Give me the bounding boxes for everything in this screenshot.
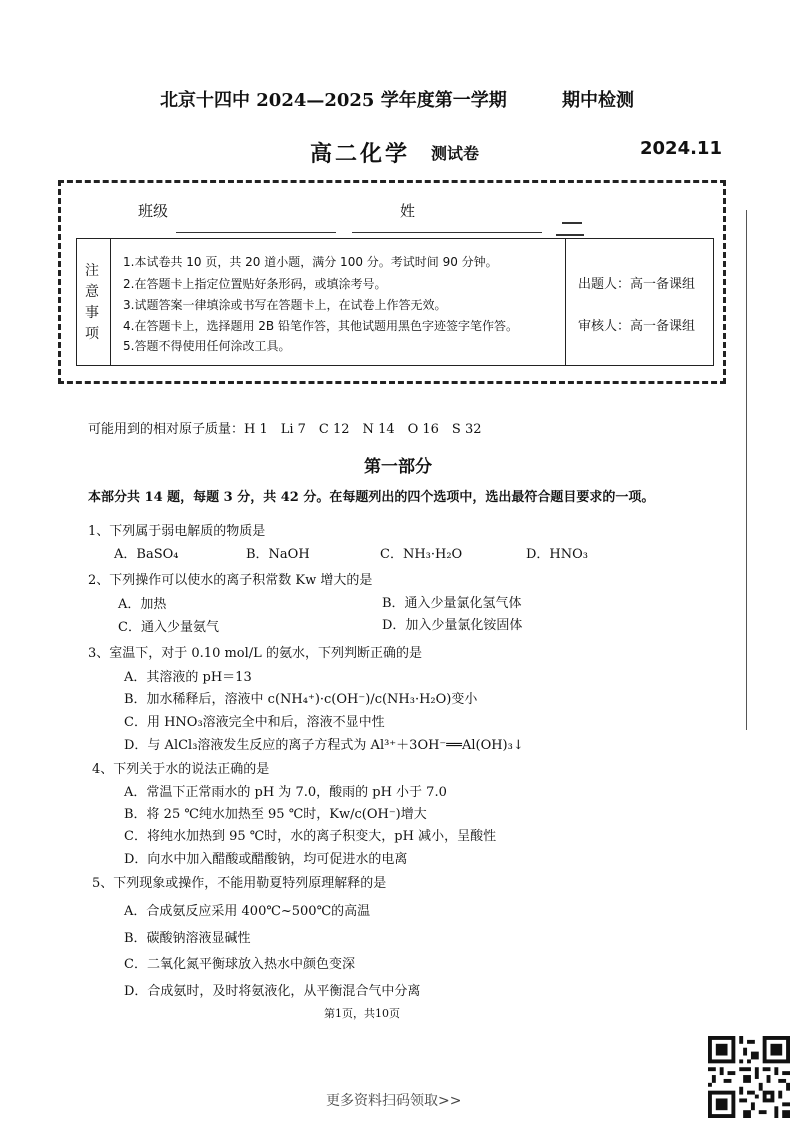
question-2-option-d: D．加入少量氯化铵固体 [382, 618, 523, 633]
notice-line: 5.答题不得使用任何涂改工具。 [123, 339, 291, 353]
exam-type: 期中检测 [562, 90, 634, 111]
part-title: 第一部分 [364, 457, 432, 477]
question-2-stem: 2、下列操作可以使水的离子积常数 Kw 增大的是 [88, 573, 373, 588]
question-1-stem: 1、下列属于弱电解质的物质是 [88, 524, 266, 539]
staff-cell [565, 239, 713, 365]
question-1-option-a: A．BaSO₄ [114, 547, 179, 562]
question-3-option-c: C．用 HNO₃溶液完全中和后，溶液不显中性 [124, 715, 385, 730]
atomic-masses: 可能用到的相对原子质量：H 1 Li 7 C 12 N 14 O 16 S 32 [88, 422, 482, 437]
notice-line: 2.在答题卡上指定位置贴好条形码，或填涂考号。 [123, 277, 387, 291]
exam-date: 2024.11 [640, 138, 722, 159]
name-underline [352, 232, 542, 233]
question-2-option-b: B．通入少量氯化氢气体 [382, 596, 522, 611]
subject-title: 高二化学 [310, 141, 411, 167]
reviewer-label: 审核人：高一备课组 [578, 319, 696, 334]
question-1-option-d: D．HNO₃ [526, 547, 589, 562]
question-4-option-a: A．常温下正常雨水的 pH 为 7.0，酸雨的 pH 小于 7.0 [124, 785, 447, 800]
question-4-option-d: D．向水中加入醋酸或醋酸钠，均可促进水的电离 [124, 852, 408, 867]
class-label: 班级 [138, 202, 169, 220]
school-title: 北京十四中 2024—2025 学年度第一学期 [160, 90, 507, 111]
footer-promo-text: 更多资料扫码领取>> [326, 1093, 462, 1109]
question-5-option-b: B．碳酸钠溶液显碱性 [124, 931, 251, 946]
question-3-option-a: A．其溶液的 pH＝13 [124, 670, 252, 685]
notice-line: 1.本试卷共 10 页，共 20 道小题，满分 100 分。考试时间 90 分钟。 [123, 255, 498, 269]
question-5-option-d: D．合成氨时，及时将氨液化，从平衡混合气中分离 [124, 984, 421, 999]
question-3-option-b: B．加水稀释后，溶液中 c(NH₄⁺)·c(OH⁻)/c(NH₃·H₂O)变小 [124, 692, 478, 707]
qr-code-icon [708, 1036, 790, 1118]
question-5-stem: 5、下列现象或操作，不能用勒夏特列原理解释的是 [92, 876, 387, 891]
question-3-stem: 3、室温下，对于 0.10 mol/L 的氨水，下列判断正确的是 [88, 646, 422, 661]
mark-line [556, 234, 584, 236]
notice-line: 4.在答题卡上，选择题用 2B 铅笔作答，其他试题用黑色字迹签字笔作答。 [123, 319, 518, 333]
subject-subtitle: 测试卷 [431, 144, 480, 163]
notice-line: 3.试题答案一律填涂或书写在答题卡上，在试卷上作答无效。 [123, 298, 447, 312]
notice-heading: 注意事项 [85, 263, 99, 342]
question-5-option-a: A．合成氨反应采用 400℃~500℃的高温 [124, 904, 371, 919]
question-5-option-c: C．二氧化氮平衡球放入热水中颜色变深 [124, 957, 355, 972]
question-4-option-b: B．将 25 ℃纯水加热至 95 ℃时，Kw/c(OH⁻)增大 [124, 807, 427, 822]
proposer-label: 出题人：高一备课组 [578, 277, 696, 292]
page-edge-line [746, 210, 747, 730]
page-number: 第1页，共10页 [324, 1007, 400, 1020]
question-1-option-b: B．NaOH [246, 547, 310, 562]
notice-table [76, 238, 714, 366]
question-1-option-c: C．NH₃·H₂O [380, 547, 463, 562]
question-2-option-a: A．加热 [118, 597, 167, 612]
question-3-option-d: D．与 AlCl₃溶液发生反应的离子方程式为 Al³⁺＋3OH⁻══Al(OH)₃↓ [124, 738, 524, 753]
name-label: 姓 [400, 202, 416, 220]
notice-heading-cell [77, 239, 111, 365]
mark-line [562, 222, 582, 224]
part-intro: 本部分共 14 题，每题 3 分，共 42 分。在每题列出的四个选项中，选出最符合题目要求的一项。 [88, 490, 655, 505]
question-2-option-c: C．通入少量氨气 [118, 620, 219, 635]
class-underline [176, 232, 336, 233]
question-4-stem: 4、下列关于水的说法正确的是 [92, 762, 270, 777]
question-4-option-c: C．将纯水加热到 95 ℃时，水的离子积变大，pH 减小，呈酸性 [124, 829, 497, 844]
